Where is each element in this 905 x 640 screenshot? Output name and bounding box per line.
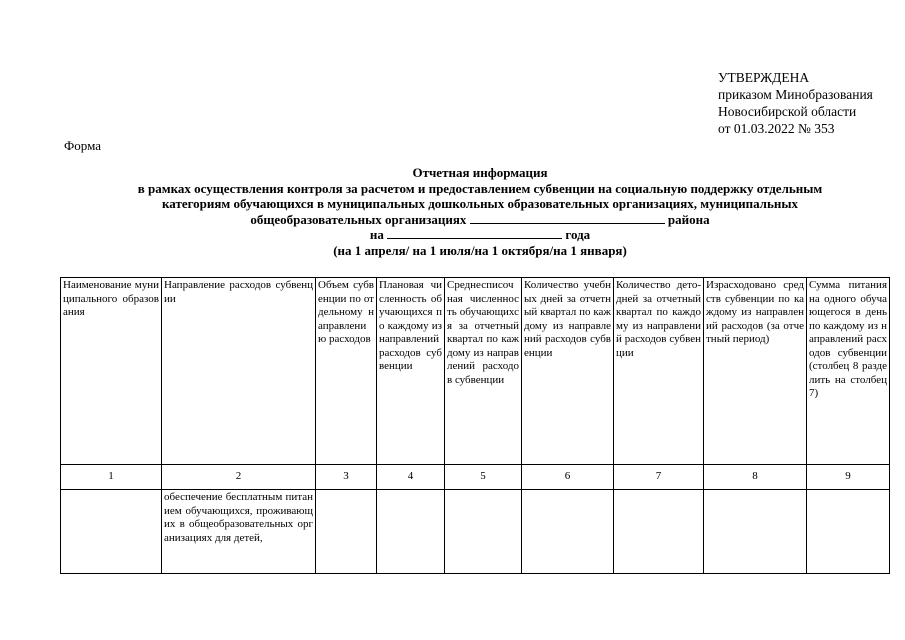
district-blank: [470, 212, 665, 224]
title-line-4-prefix: общеобразовательных организациях: [250, 211, 467, 227]
title-line-5-prefix: на: [369, 227, 384, 242]
approval-line-4: от 01.03.2022 № 353: [718, 121, 835, 136]
title-line-2: в рамках осуществления контроля за расчетом и предоставлением субвенции на социальную поддержку отдельным: [137, 180, 823, 196]
header-cell: Израсходовано средств субвенции по каждому из направлений расходов (за отчетный период): [704, 278, 807, 465]
date-blank: [387, 227, 562, 239]
title-line-1: Отчетная информация: [412, 165, 548, 180]
table-row: [61, 490, 890, 574]
header-cell: Количество учебных дней за отчетный квартал по каждому из направлений расходов субвенции: [522, 278, 614, 465]
table-cell: [445, 490, 522, 574]
title-line-4: [60, 212, 900, 228]
title-line-5-suffix: года: [565, 227, 591, 242]
title-line-5: [60, 227, 900, 243]
table-cell-direction: обеспечение бесплатным питанием обучающихся, проживающих в общеобразовательных организациях для детей,: [162, 490, 316, 574]
header-cell: Плановая численность обучающихся по каждому из направлений расходов субвенции: [377, 278, 445, 465]
title-line-3: категориям обучающихся в муниципальных дошкольных образовательных организациях, муниципальных: [161, 196, 798, 211]
table-cell: [807, 490, 890, 574]
column-number: 5: [445, 465, 522, 490]
table-cell: [377, 490, 445, 574]
table-cell: [316, 490, 377, 574]
title-line-6: (на 1 апреля/ на 1 июля/на 1 октября/на 1 января): [333, 242, 627, 258]
report-table: [60, 277, 890, 574]
column-number: 7: [614, 465, 704, 490]
column-number: 8: [704, 465, 807, 490]
header-cell: Объем субвенции по отдельному направлению расходов: [316, 278, 377, 465]
column-number: 9: [807, 465, 890, 490]
column-number: 6: [522, 465, 614, 490]
document-title: [60, 165, 900, 258]
table-header-row: [61, 278, 890, 465]
table-cell: [61, 490, 162, 574]
header-cell: Среднесписочная численность обучающихся за отчетный квартал по каждому из направлений расходов субвенции: [445, 278, 522, 465]
table-cell: [522, 490, 614, 574]
approval-line-2: приказом Минобразования: [718, 87, 873, 102]
column-number: 1: [61, 465, 162, 490]
column-number: 3: [316, 465, 377, 490]
header-cell: Сумма питания на одного обучающегося в день по каждому из направлений расходов субвенции (столбец 8 разделить на столбец 7): [807, 278, 890, 465]
column-number: 2: [162, 465, 316, 490]
column-number: 4: [377, 465, 445, 490]
approval-line-1: УТВЕРЖДЕНА: [718, 70, 810, 85]
header-cell: Наименование муниципального образования: [61, 278, 162, 465]
approval-stamp: [718, 69, 873, 137]
table-cell: [704, 490, 807, 574]
approval-line-3: Новосибирской области: [718, 104, 857, 119]
form-label: Форма: [64, 138, 101, 153]
column-number-row: [61, 465, 890, 490]
table-cell: [614, 490, 704, 574]
title-line-4-suffix: района: [667, 211, 710, 227]
header-cell: Направление расходов субвенции: [162, 278, 316, 465]
header-cell: Количество дето-дней за отчетный квартал по каждому из направлений расходов субвенции: [614, 278, 704, 465]
